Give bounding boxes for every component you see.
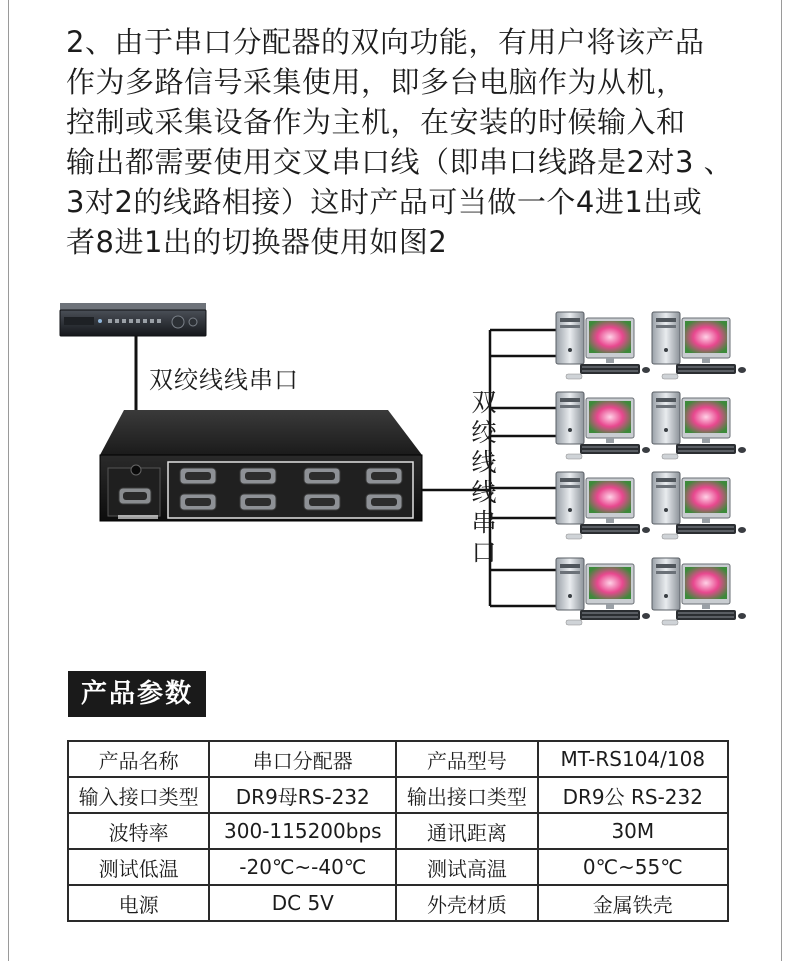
intro-line: 2、由于串口分配器的双向功能，有用户将该产品 bbox=[66, 25, 705, 59]
spec-label: 电源 bbox=[68, 885, 209, 921]
table-row bbox=[68, 885, 728, 921]
spec-label: 外壳材质 bbox=[396, 885, 537, 921]
intro-line: 输出都需要使用交叉串口线（即串口线路是2对3 、 bbox=[66, 145, 734, 179]
spec-label: 输出接口类型 bbox=[396, 777, 537, 813]
spec-value: 金属铁壳 bbox=[538, 885, 728, 921]
cable-label-char: 双 bbox=[471, 388, 497, 417]
diagram-graphic bbox=[0, 290, 790, 650]
spec-label: 波特率 bbox=[68, 813, 209, 849]
spec-label: 测试高温 bbox=[396, 849, 537, 885]
cable-label-char: 线 bbox=[471, 448, 497, 477]
spec-value: 串口分配器 bbox=[209, 741, 396, 777]
table-row bbox=[68, 813, 728, 849]
spec-value: DR9公 RS-232 bbox=[538, 777, 728, 813]
table-row bbox=[68, 777, 728, 813]
client-computers bbox=[556, 312, 746, 625]
spec-value: DR9母RS-232 bbox=[209, 777, 396, 813]
cable-label-horizontal: 双绞线线串口 bbox=[149, 366, 299, 394]
intro-line: 作为多路信号采集使用，即多台电脑作为从机， bbox=[66, 65, 686, 99]
spec-value: -20℃~-40℃ bbox=[209, 849, 396, 885]
intro-line: 者8进1出的切换器使用如图2 bbox=[66, 225, 448, 259]
spec-label: 测试低温 bbox=[68, 849, 209, 885]
cable-label-char: 绞 bbox=[471, 418, 497, 447]
spec-value: DC 5V bbox=[209, 885, 396, 921]
cable-label-vertical bbox=[467, 388, 501, 568]
intro-line: 3对2的线路相接）这时产品可当做一个4进1出或 bbox=[66, 185, 703, 219]
spec-value: 300-115200bps bbox=[209, 813, 396, 849]
spec-table bbox=[67, 740, 729, 922]
cable-label-char: 线 bbox=[471, 478, 497, 507]
spec-value: 30M bbox=[538, 813, 728, 849]
spec-label: 输入接口类型 bbox=[68, 777, 209, 813]
cable-label-char: 口 bbox=[471, 538, 497, 567]
spec-label: 通讯距离 bbox=[396, 813, 537, 849]
table-row bbox=[68, 849, 728, 885]
table-row bbox=[68, 741, 728, 777]
spec-value: 0℃~55℃ bbox=[538, 849, 728, 885]
cable-label-char: 串 bbox=[471, 508, 497, 537]
serial-distributor bbox=[100, 410, 422, 521]
spec-label: 产品名称 bbox=[68, 741, 209, 777]
section-title-specs: 产品参数 bbox=[68, 671, 206, 717]
intro-line: 控制或采集设备作为主机，在安装的时候输入和 bbox=[66, 105, 686, 139]
spec-value: MT-RS104/108 bbox=[538, 741, 728, 777]
spec-label: 产品型号 bbox=[396, 741, 537, 777]
host-device bbox=[60, 303, 206, 336]
intro-paragraph bbox=[66, 22, 756, 262]
connection-diagram bbox=[0, 290, 790, 650]
